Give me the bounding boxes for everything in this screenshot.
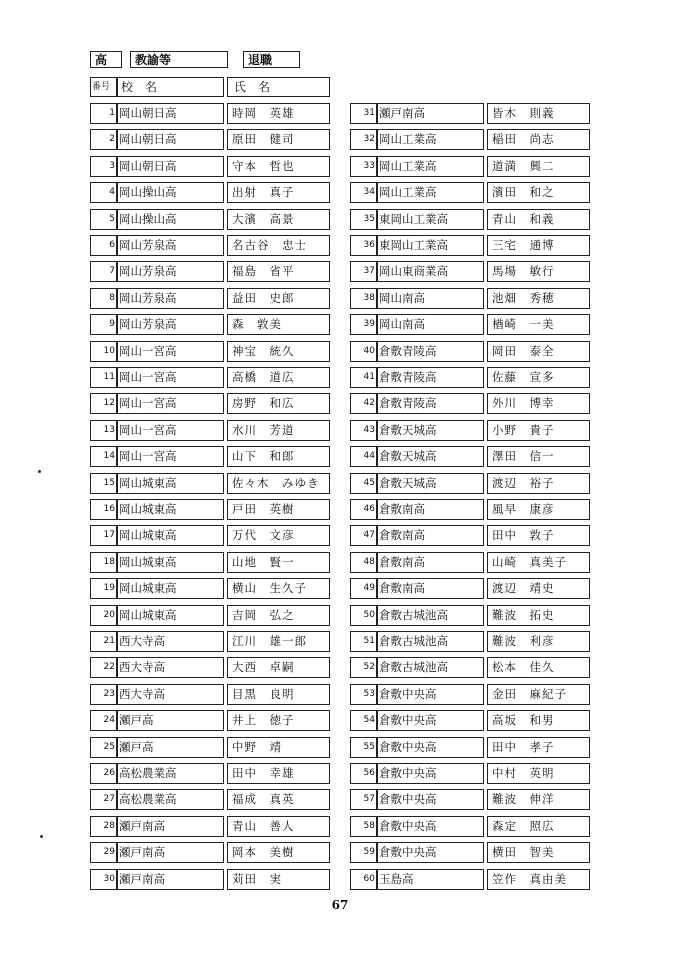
table-row [90, 314, 330, 335]
table-row [350, 710, 590, 731]
row-number: 2 [90, 129, 117, 150]
table-row [350, 288, 590, 309]
table-row [90, 473, 330, 494]
row-number: 13 [90, 420, 117, 441]
person-name: 益田 史郎 [227, 288, 330, 309]
table-row [90, 552, 330, 573]
row-number: 10 [90, 341, 117, 362]
row-number: 29 [90, 842, 117, 863]
person-name: 田中 幸雄 [227, 763, 330, 784]
table-row [350, 182, 590, 203]
table-row [90, 341, 330, 362]
row-number: 35 [350, 209, 377, 230]
school-name: 倉敷中央高 [377, 842, 484, 863]
row-number: 36 [350, 235, 377, 256]
school-name: 倉敷南高 [377, 578, 484, 599]
school-name: 西大寺高 [117, 657, 224, 678]
row-number: 25 [90, 737, 117, 758]
school-name: 岡山城東高 [117, 473, 224, 494]
person-name: 外川 博幸 [487, 393, 590, 414]
school-name: 岡山南高 [377, 314, 484, 335]
school-name: 岡山朝日高 [117, 156, 224, 177]
person-name: 青山 和義 [487, 209, 590, 230]
table-row [350, 103, 590, 124]
table-row [90, 789, 330, 810]
school-name: 東岡山工業高 [377, 209, 484, 230]
row-number: 11 [90, 367, 117, 388]
column-header-school: 校 名 [117, 77, 224, 97]
row-number: 37 [350, 261, 377, 282]
column-header-name: 氏 名 [227, 77, 330, 97]
table-row [90, 129, 330, 150]
column-header-number: 番号 [90, 77, 117, 97]
school-name: 岡山工業高 [377, 182, 484, 203]
school-name: 瀬戸南高 [117, 869, 224, 890]
table-row [90, 499, 330, 520]
person-name: 神宝 統久 [227, 341, 330, 362]
person-name: 難波 伸洋 [487, 789, 590, 810]
page-number: 67 [331, 898, 349, 912]
type-label: 退職 [243, 51, 300, 68]
person-name: 福島 省平 [227, 261, 330, 282]
person-name: 時岡 英雄 [227, 103, 330, 124]
row-number: 12 [90, 393, 117, 414]
table-row [350, 314, 590, 335]
table-row [350, 209, 590, 230]
row-number: 45 [350, 473, 377, 494]
row-number: 58 [350, 816, 377, 837]
school-name: 岡山東商業高 [377, 261, 484, 282]
row-number: 24 [90, 710, 117, 731]
person-name: 江川 雄一郎 [227, 631, 330, 652]
table-row [350, 261, 590, 282]
person-name: 山崎 真美子 [487, 552, 590, 573]
row-number: 23 [90, 684, 117, 705]
school-name: 瀬戸高 [117, 737, 224, 758]
column-header-row [90, 77, 330, 97]
school-name: 岡山一宮高 [117, 341, 224, 362]
row-number: 48 [350, 552, 377, 573]
school-name: 高松農業高 [117, 763, 224, 784]
school-name: 倉敷中央高 [377, 737, 484, 758]
table-row [350, 499, 590, 520]
category-label: 教諭等 [130, 51, 228, 68]
person-name: 中村 英明 [487, 763, 590, 784]
school-name: 倉敷中央高 [377, 789, 484, 810]
table-row [90, 763, 330, 784]
row-number: 6 [90, 235, 117, 256]
row-number: 42 [350, 393, 377, 414]
row-number: 30 [90, 869, 117, 890]
school-name: 倉敷南高 [377, 499, 484, 520]
school-name: 瀬戸南高 [377, 103, 484, 124]
table-row [90, 684, 330, 705]
school-name: 岡山城東高 [117, 552, 224, 573]
table-row [90, 869, 330, 890]
school-name: 瀬戸高 [117, 710, 224, 731]
person-name: 苅田 実 [227, 869, 330, 890]
school-name: 岡山一宮高 [117, 367, 224, 388]
person-name: 吉岡 弘之 [227, 605, 330, 626]
person-name: 高橋 道広 [227, 367, 330, 388]
row-number: 34 [350, 182, 377, 203]
table-row [350, 367, 590, 388]
school-name: 岡山工業高 [377, 156, 484, 177]
person-name: 道満 興二 [487, 156, 590, 177]
row-number: 14 [90, 446, 117, 467]
table-row [90, 156, 330, 177]
person-name: 大濱 高景 [227, 209, 330, 230]
row-number: 49 [350, 578, 377, 599]
person-name: 小野 貴子 [487, 420, 590, 441]
school-name: 岡山操山高 [117, 209, 224, 230]
table-row [350, 552, 590, 573]
table-row [90, 446, 330, 467]
person-name: 三宅 通博 [487, 235, 590, 256]
table-row [350, 446, 590, 467]
row-number: 60 [350, 869, 377, 890]
school-name: 岡山工業高 [377, 129, 484, 150]
school-name: 倉敷古城池高 [377, 605, 484, 626]
school-name: 倉敷南高 [377, 525, 484, 546]
row-number: 18 [90, 552, 117, 573]
table-row [350, 763, 590, 784]
school-name: 倉敷南高 [377, 552, 484, 573]
school-name: 高松農業高 [117, 789, 224, 810]
table-row [90, 631, 330, 652]
person-name: 皆木 則義 [487, 103, 590, 124]
person-name: 青山 善人 [227, 816, 330, 837]
row-number: 7 [90, 261, 117, 282]
person-name: 濱田 和之 [487, 182, 590, 203]
table-row [350, 393, 590, 414]
row-number: 54 [350, 710, 377, 731]
school-name: 岡山一宮高 [117, 420, 224, 441]
school-name: 倉敷中央高 [377, 684, 484, 705]
person-name: 戸田 英樹 [227, 499, 330, 520]
level-label: 高 [90, 51, 122, 68]
table-row [350, 129, 590, 150]
person-name: 風早 康彦 [487, 499, 590, 520]
school-name: 岡山芳泉高 [117, 314, 224, 335]
person-name: 澤田 信一 [487, 446, 590, 467]
row-number: 4 [90, 182, 117, 203]
person-name: 大西 卓嗣 [227, 657, 330, 678]
table-row [90, 235, 330, 256]
row-number: 38 [350, 288, 377, 309]
row-number: 21 [90, 631, 117, 652]
person-name: 田中 敦子 [487, 525, 590, 546]
table-row [90, 393, 330, 414]
person-name: 岡田 泰全 [487, 341, 590, 362]
table-row [90, 605, 330, 626]
person-name: 馬場 敏行 [487, 261, 590, 282]
school-name: 倉敷古城池高 [377, 657, 484, 678]
row-number: 5 [90, 209, 117, 230]
person-name: 万代 文彦 [227, 525, 330, 546]
school-name: 瀬戸南高 [117, 816, 224, 837]
person-name: 出射 真子 [227, 182, 330, 203]
row-number: 1 [90, 103, 117, 124]
row-number: 59 [350, 842, 377, 863]
table-row [350, 341, 590, 362]
school-name: 西大寺高 [117, 684, 224, 705]
school-name: 倉敷天城高 [377, 473, 484, 494]
table-row [90, 578, 330, 599]
school-name: 岡山芳泉高 [117, 261, 224, 282]
person-name: 房野 和広 [227, 393, 330, 414]
school-name: 倉敷古城池高 [377, 631, 484, 652]
table-row [90, 816, 330, 837]
person-name: 笠作 真由美 [487, 869, 590, 890]
school-name: 岡山芳泉高 [117, 288, 224, 309]
row-number: 31 [350, 103, 377, 124]
row-number: 47 [350, 525, 377, 546]
table-row [350, 657, 590, 678]
person-name: 中野 靖 [227, 737, 330, 758]
table-row [350, 605, 590, 626]
person-name: 稲田 尚志 [487, 129, 590, 150]
person-name: 高坂 和男 [487, 710, 590, 731]
person-name: 田中 孝子 [487, 737, 590, 758]
person-name: 目黒 良明 [227, 684, 330, 705]
school-name: 瀬戸南高 [117, 842, 224, 863]
table-row [90, 209, 330, 230]
row-number: 3 [90, 156, 117, 177]
person-name: 井上 徳子 [227, 710, 330, 731]
row-number: 39 [350, 314, 377, 335]
person-name: 松本 佳久 [487, 657, 590, 678]
school-name: 玉島高 [377, 869, 484, 890]
school-name: 岡山城東高 [117, 525, 224, 546]
table-row [350, 816, 590, 837]
table-row [350, 842, 590, 863]
person-name: 難波 利彦 [487, 631, 590, 652]
table-row [350, 684, 590, 705]
row-number: 50 [350, 605, 377, 626]
person-name: 池畑 秀穂 [487, 288, 590, 309]
row-number: 55 [350, 737, 377, 758]
person-name: 楢崎 一美 [487, 314, 590, 335]
scan-dot [40, 835, 43, 838]
person-name: 森 敦美 [227, 314, 330, 335]
row-number: 53 [350, 684, 377, 705]
table-row [350, 631, 590, 652]
person-name: 福成 真英 [227, 789, 330, 810]
person-name: 難波 拓史 [487, 605, 590, 626]
school-name: 岡山操山高 [117, 182, 224, 203]
table-row [90, 737, 330, 758]
person-name: 渡辺 靖史 [487, 578, 590, 599]
scan-dot [38, 470, 41, 473]
row-number: 28 [90, 816, 117, 837]
person-name: 佐藤 宣多 [487, 367, 590, 388]
school-name: 岡山一宮高 [117, 393, 224, 414]
row-number: 51 [350, 631, 377, 652]
school-name: 岡山城東高 [117, 499, 224, 520]
school-name: 西大寺高 [117, 631, 224, 652]
school-name: 倉敷中央高 [377, 763, 484, 784]
person-name: 山地 賢一 [227, 552, 330, 573]
table-row [350, 869, 590, 890]
row-number: 19 [90, 578, 117, 599]
school-name: 岡山城東高 [117, 578, 224, 599]
person-name: 横田 智美 [487, 842, 590, 863]
school-name: 岡山芳泉高 [117, 235, 224, 256]
row-number: 26 [90, 763, 117, 784]
school-name: 岡山南高 [377, 288, 484, 309]
table-row [350, 578, 590, 599]
school-name: 東岡山工業高 [377, 235, 484, 256]
person-name: 守本 哲也 [227, 156, 330, 177]
table-row [90, 182, 330, 203]
table-row [350, 525, 590, 546]
person-name: 森定 照広 [487, 816, 590, 837]
row-number: 43 [350, 420, 377, 441]
person-name: 佐々木 みゆき [227, 473, 330, 494]
school-name: 倉敷青陵高 [377, 367, 484, 388]
row-number: 9 [90, 314, 117, 335]
person-name: 岡本 美樹 [227, 842, 330, 863]
school-name: 倉敷青陵高 [377, 341, 484, 362]
row-number: 17 [90, 525, 117, 546]
table-row [90, 288, 330, 309]
table-row [350, 737, 590, 758]
person-name: 原田 健司 [227, 129, 330, 150]
row-number: 22 [90, 657, 117, 678]
person-name: 金田 麻紀子 [487, 684, 590, 705]
school-name: 倉敷天城高 [377, 446, 484, 467]
table-row [90, 525, 330, 546]
school-name: 倉敷中央高 [377, 710, 484, 731]
row-number: 33 [350, 156, 377, 177]
person-name: 水川 芳道 [227, 420, 330, 441]
school-name: 岡山一宮高 [117, 446, 224, 467]
row-number: 44 [350, 446, 377, 467]
school-name: 倉敷天城高 [377, 420, 484, 441]
row-number: 20 [90, 605, 117, 626]
table-row [350, 420, 590, 441]
table-row [90, 367, 330, 388]
school-name: 岡山朝日高 [117, 103, 224, 124]
person-name: 渡辺 裕子 [487, 473, 590, 494]
school-name: 岡山城東高 [117, 605, 224, 626]
row-number: 32 [350, 129, 377, 150]
row-number: 46 [350, 499, 377, 520]
row-number: 56 [350, 763, 377, 784]
table-row [90, 103, 330, 124]
table-row [90, 420, 330, 441]
row-number: 16 [90, 499, 117, 520]
school-name: 倉敷青陵高 [377, 393, 484, 414]
table-row [90, 842, 330, 863]
person-name: 名古谷 忠士 [227, 235, 330, 256]
row-number: 15 [90, 473, 117, 494]
row-number: 8 [90, 288, 117, 309]
table-row [350, 473, 590, 494]
row-number: 27 [90, 789, 117, 810]
school-name: 岡山朝日高 [117, 129, 224, 150]
row-number: 57 [350, 789, 377, 810]
row-number: 41 [350, 367, 377, 388]
table-row [350, 789, 590, 810]
person-name: 山下 和郎 [227, 446, 330, 467]
row-number: 40 [350, 341, 377, 362]
table-row [350, 156, 590, 177]
row-number: 52 [350, 657, 377, 678]
table-row [90, 710, 330, 731]
table-row [90, 657, 330, 678]
table-row [90, 261, 330, 282]
person-name: 横山 生久子 [227, 578, 330, 599]
table-row [350, 235, 590, 256]
school-name: 倉敷中央高 [377, 816, 484, 837]
